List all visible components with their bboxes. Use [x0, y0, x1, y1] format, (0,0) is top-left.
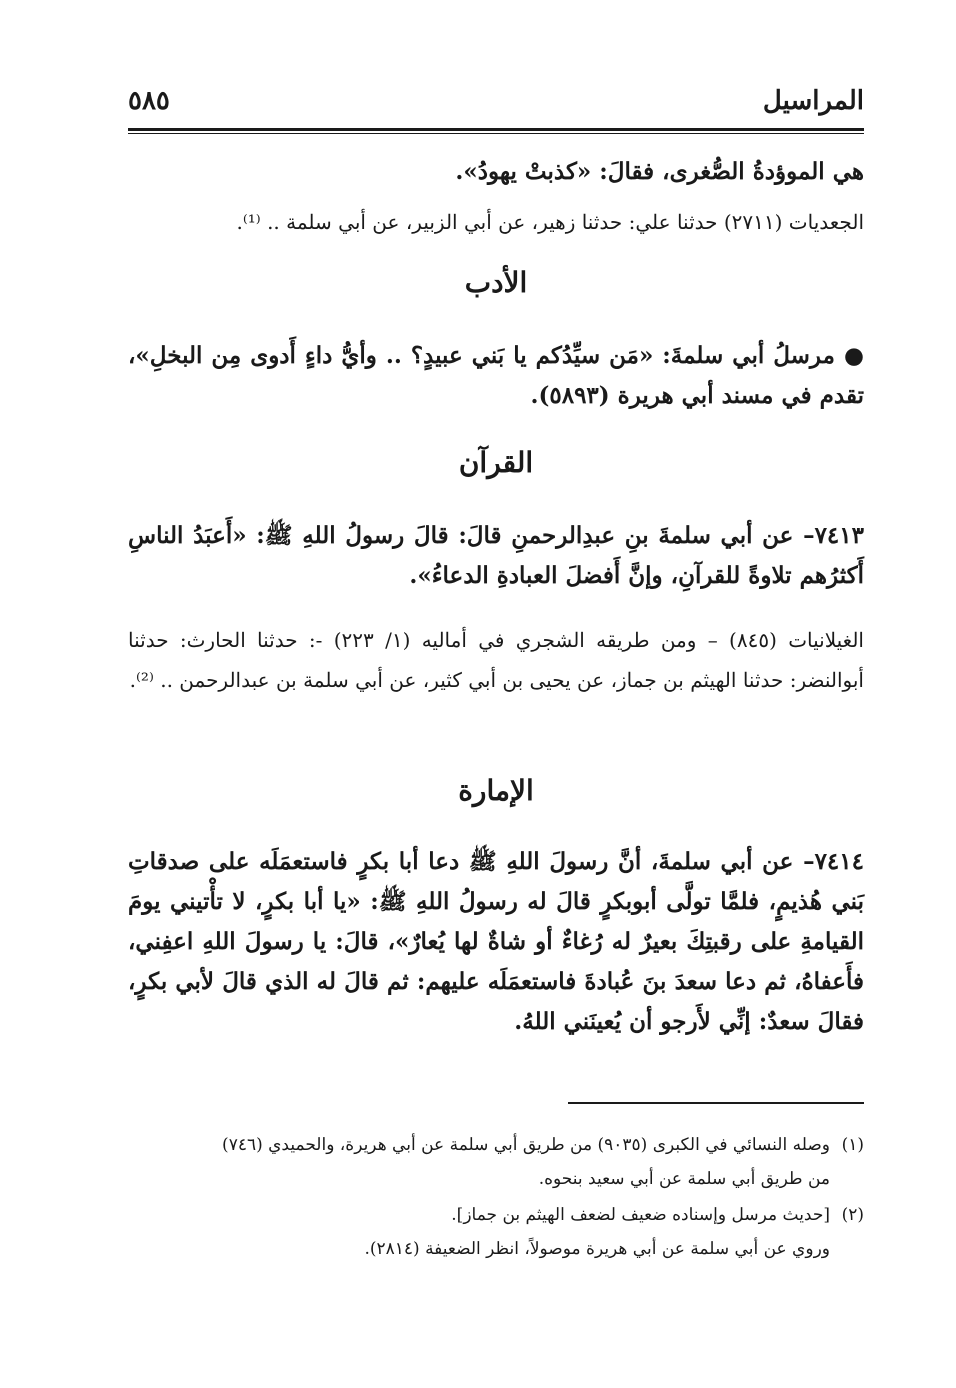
section-heading-quran: القرآن — [458, 446, 534, 479]
page-number: ٥٨٥ — [128, 86, 170, 116]
footnote-separator — [568, 1102, 864, 1104]
section-heading-adab: الأدب — [464, 266, 528, 299]
footnote-2-line1: [حديث مرسل وإسناده ضعيف لضعف الهيثم بن جماز]. — [451, 1205, 830, 1225]
adab-text: ● مرسلُ أبي سلمةَ: «مَن سيِّدُكم يا بَني عبيدٍ؟ .. وأيُّ داءٍ أَدوى مِن البخلِ»، تقدم في مسند أبي هريرة (٥٨٩٣). — [128, 342, 864, 409]
footnote-1 — [128, 1128, 864, 1196]
footnote-1-line1: وصله النسائي في الكبرى (٩٠٣٥) من طريق أبي سلمة عن أبي هريرة، والحميدي (٧٤٦) — [222, 1135, 830, 1155]
footnote-2-number: (٢) — [841, 1205, 864, 1225]
hadith-7413-source: الغيلانيات (٨٤٥) – ومن طريقه الشجري في أماليه (١/ ٢٢٣) -: حدثنا الحارث: حدثنا أبوالنضر: حدثنا الهيثم بن جماز، عن يحيى بن أبي كثير، عن أبي سلمة بن عبدالرحمن .. ⁽²⁾. — [128, 628, 864, 692]
footnote-1-number: (١) — [841, 1135, 864, 1155]
footnote-1-line2: من طريق أبي سلمة عن أبي سعيد بنحوه. — [538, 1169, 830, 1189]
section-heading-imara: الإمارة — [458, 774, 534, 807]
running-header — [128, 84, 864, 124]
footnote-2 — [128, 1198, 864, 1266]
footnote-2-line2: وروي عن أبي سلمة عن أبي هريرة موصولاً، انظر الضعيفة (٢٨١٤). — [364, 1239, 830, 1259]
header-title: المراسيل — [762, 86, 864, 116]
header-rule-thin — [128, 133, 864, 134]
intro-quote: هي الموؤدةُ الصُّغرى، فقالَ: «كذبتْ يهودُ». — [455, 158, 864, 185]
hadith-7413: ٧٤١٣– عن أبي سلمةَ بنِ عبدِالرحمنِ قالَ: قالَ رسولُ اللهِ ﷺ: «أَعبَدُ الناسِ أَكثرُهم تلاوةً للقرآنِ، وإنَّ أَفضلَ العبادةِ الدعاءُ». — [128, 522, 864, 589]
intro-source: الجعديات (٢٧١١) حدثنا علي: حدثنا زهير، عن أبي الزبير، عن أبي سلمة .. ⁽¹⁾. — [236, 210, 864, 234]
hadith-7414: ٧٤١٤– عن أبي سلمةَ، أنَّ رسولَ اللهِ ﷺ دعا أبا بكرٍ فاستعمَلَه على صدقاتِ بَني هُذيمٍ، فلمَّا تولَّى أبوبكرٍ قالَ له رسولُ اللهِ ﷺ: «يا أبا بكرٍ، لا تأْتيني يومَ القيامةِ على رقبتِكَ بعيرٌ له رُغاءٌ أو شاةٌ لها يُعارٌ»، قالَ: يا رسولَ اللهِ اعفِني، فأَعفاهُ، ثم دعا سعدَ بنَ عُبادةَ فاستعمَلَه عليهم: ثم قالَ له الذي قالَ لأبي بكرٍ، فقالَ سعدٌ: إنِّي لأَرجو أن يُعينَني اللهُ. — [128, 848, 864, 1035]
header-rule-thick — [128, 128, 864, 131]
